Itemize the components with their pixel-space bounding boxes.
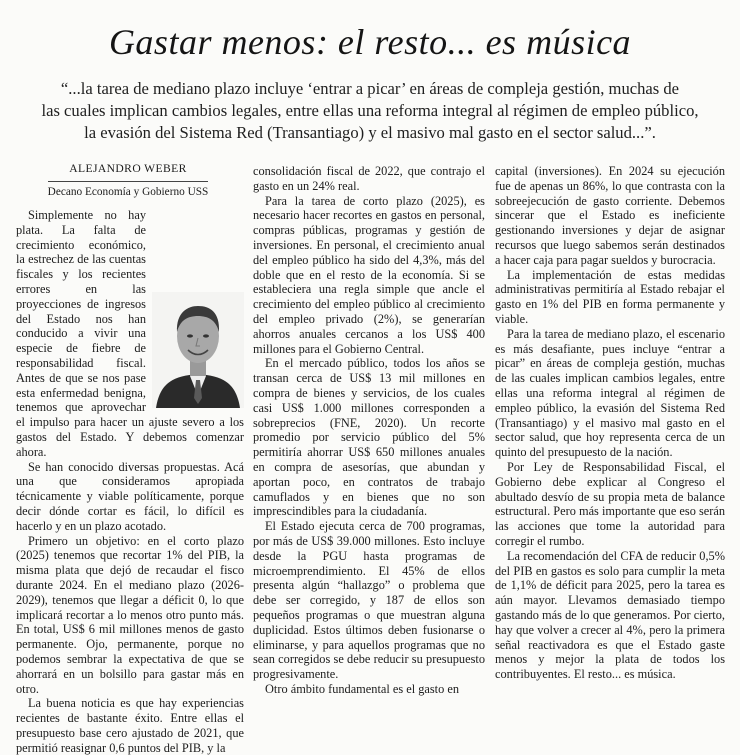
portrait-illustration (152, 292, 244, 408)
paragraph: La implementación de estas medidas administrativas permitiría al Estado rebajar el gasto en 1% del PIB en forma permanente y viable. (495, 267, 725, 326)
article-column-2 (253, 164, 485, 697)
paragraph: La buena noticia es que hay experiencias recientes de bastante éxito. Entre ellas el presupuesto base cero ajustado de 2021, que permitió reasignar 0,6 puntos del PIB, y la (16, 696, 244, 755)
paragraph: Por Ley de Responsabilidad Fiscal, el Gobierno debe explicar al Congreso el abultado desvío de su propia meta de balance estructural. Pero más importante que eso serán las acciones que tome la autoridad para corregir el rumbo. (495, 459, 725, 548)
quote-line: la evasión del Sistema Red (Transantiago) y el masivo mal gasto en el sector salud...”. (84, 123, 656, 142)
paragraph: Se han conocido diversas propuestas. Acá una que consideramos apropiada técnicamente y viable políticamente, porque decir dónde cortar es fácil, lo difícil es hacerlo y en un plazo acotado. (16, 459, 244, 533)
quote-line: “...la tarea de mediano plazo incluye ‘entrar a picar’ en áreas de compleja gestión, muchas de (60, 79, 680, 98)
paragraph: Para la tarea de mediano plazo, el escenario es más desafiante, pues incluye “entrar a picar” en áreas de compleja gestión, muchas de las cuales implican cambios legales, entre ellas una reforma integral al régimen de empleo público, la evasión del Sistema Red (Transantiago) y el masivo mal gasto en el sector salud, que hoy representa cerca de un quinto del presupuesto de la nación. (495, 326, 725, 460)
author-name: ALEJANDRO WEBER (69, 162, 187, 175)
paragraph: capital (inversiones). En 2024 su ejecución fue de apenas un 86%, lo que contrasta con la sobreejecución de gasto corriente. Debemos sincerar que el Estado es ineficiente gestionando inversiones y dejar de asignar recursos que luego sabemos serán destinados a hacer caja para pagar sueldos y burocracia. (495, 164, 725, 267)
paragraph: En el mercado público, todos los años se transan cerca de US$ 13 mil millones en compra de bienes y servicios, de los cuales casi US$ 1.000 millones corresponden a sobreprecios (FNE, 2020). Un recorte promedio por servicio público del 5% permitiría ahorrar US$ 650 millones anuales en compra de asesorías, que abundan y aportan poco, en contratos de trabajo camuflados y en bienes que no son imprescindibles para la ciudadanía. (253, 356, 485, 519)
paragraph: consolidación fiscal de 2022, que contrajo el gasto en un 24% real. (253, 164, 485, 193)
paragraph: Primero un objetivo: en el corto plazo (2025) tenemos que recortar 1% del PIB, la misma plata que dejó de recaudar el fisco durante 2024. En el mediano plazo (2026-2029), tenemos que llegar a déficit 0, lo que implicará recortar a lo menos otro punto más. En total, US$ 6 mil millones menos de gasto permanente. Ojo, permanente, porque no podemos sembrar la expectativa de que se ahorrará en un bolsillo para gastar más en otro. (16, 533, 244, 696)
headline: Gastar menos: el resto... es música (108, 22, 632, 62)
paragraph: La recomendación del CFA de reducir 0,5% del PIB en gastos es solo para cumplir la meta de 1,1% de déficit para 2025, pero la tarea es aún mayor. Llevamos demasiado tiempo gastando más de lo que generamos. Por cierto, hay que volver a crecer al 4%, pero la primera señal reactivadora es que el Estado gaste menos y mejor la plata de todos los contribuyentes. El resto... es música. (495, 548, 725, 682)
author-photo (152, 292, 244, 408)
byline (16, 161, 240, 200)
paragraph: Otro ámbito fundamental es el gasto en (265, 681, 460, 696)
byline-rule (48, 181, 208, 182)
article-column-1 (16, 208, 244, 755)
article-column-3 (495, 164, 725, 682)
paragraph: Para la tarea de corto plazo (2025), es necesario hacer recortes en gastos en personal, compras públicas, programas y gestión de inversiones. En personal, el crecimiento anual del empleo público ha sido del 4,3%, más del doble que en el resto de la economía. Si se estableciera una regla simple que ancle el crecimiento del empleo público al crecimiento del empleo privado (2%), se generarían ahorros anuales cercanos a los US$ 400 millones para el Gobierno Central. (253, 193, 485, 356)
paragraph: Simplemente no hay plata. La falta de crecimiento económico, la estrechez de las cuentas fiscales y los recientes errores en las proyecciones de ingresos del Estado nos han conducido a vivir una especie de fiebre de responsabilidad fiscal. Antes de que se nos pase esta enfermedad benigna, tenemos que aprovechar el impulso para hacer un ajuste severo a los gastos del Estado. Y debemos comenzar ahora. (16, 208, 244, 459)
paragraph: El Estado ejecuta cerca de 700 programas, por más de US$ 39.000 millones. Esto incluye desde la PGU hasta programas de microemprendimiento. El 45% de ellos presenta algún “hallazgo” o problema que debe ser corregido, y 187 de ellos son pequeños programas o que muestran alguna duplicidad. Estos últimos deben fusionarse o eliminarse, y para aquellos programas que no sean corregidos se debe reducir su presupuesto progresivamente. (253, 519, 485, 682)
quote-line: las cuales implican cambios legales, entre ellas una reforma integral al régimen de empleo público, (41, 101, 699, 120)
author-role: Decano Economía y Gobierno USS (47, 186, 209, 198)
pull-quote (18, 78, 722, 144)
